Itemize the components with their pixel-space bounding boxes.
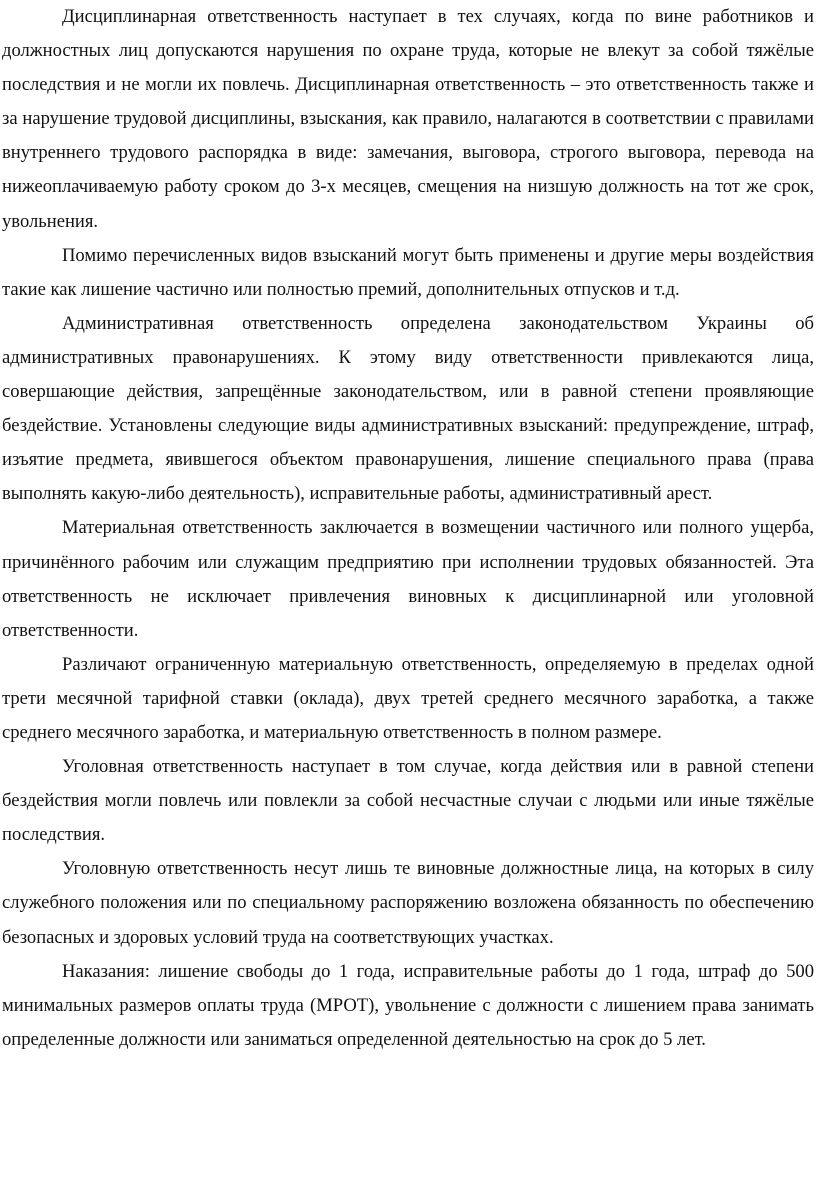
paragraph-penalties: Наказания: лишение свободы до 1 года, исправительные работы до 1 года, штраф до 500 минимальных размеров оплаты труда (МРОТ), увольнение с должности с лишением права занимать определенные должности или заниматься определенной деятельностью на срок до 5 лет. (2, 960, 814, 1050)
paragraph-administrative-liability: Административная ответственность определена законодательством Украины об административных правонарушениях. К этому виду ответственности привлекаются лица, совершающие действия, запрещённые законодательством, или в равной степени проявляющие бездействие. Установлены следующие виды административных взысканий: предупреждение, штраф, изъятие предмета, явившегося объектом правонарушения, лишение специального права (права выполнять какую-либо деятельность), исправительные работы, административный арест. (2, 312, 814, 505)
paragraph-other-measures: Помимо перечисленных видов взысканий могут быть применены и другие меры воздействия такие как лишение частично или полностью премий, дополнительных отпусков и т.д. (2, 244, 814, 300)
paragraph-material-liability: Материальная ответственность заключается в возмещении частичного или полного ущерба, причинённого рабочим или служащим предприятию при исполнении трудовых обязанностей. Эта ответственность не исключает привлечения виновных к дисциплинарной или уголовной ответственности. (2, 517, 814, 641)
paragraph-disciplinary-liability: Дисциплинарная ответственность наступает в тех случаях, когда по вине работников и должностных лиц допускаются нарушения по охране труда, которые не влекут за собой тяжёлые последствия и не могли их повлечь. Дисциплинарная ответственность – это ответственность также и за нарушение трудовой дисциплины, взыскания, как правило, налагаются в соответствии с правилами внутреннего трудового распорядка в виде: замечания, выговора, строгого выговора, перевода на нижеоплачиваемую работу сроком до 3-х месяцев, смещения на низшую должность на тот же срок, увольнения. (2, 6, 814, 232)
paragraph-limited-material-liability: Различают ограниченную материальную ответственность, определяемую в пределах одной трети месячной тарифной ставки (оклада), двух третей среднего месячного заработка, а также среднего месячного заработка, и материальную ответственность в полном размере. (2, 653, 814, 743)
paragraph-responsible-officials: Уголовную ответственность несут лишь те виновные должностные лица, на которых в силу служебного положения или по специальному распоряжению возложена обязанность по обеспечению безопасных и здоровых условий труда на соответствующих участках. (2, 858, 814, 948)
paragraph-criminal-liability: Уголовная ответственность наступает в том случае, когда действия или в равной степени бездействия могли повлечь или повлекли за собой несчастные случаи с людьми или иные тяжёлые последствия. (2, 756, 814, 846)
